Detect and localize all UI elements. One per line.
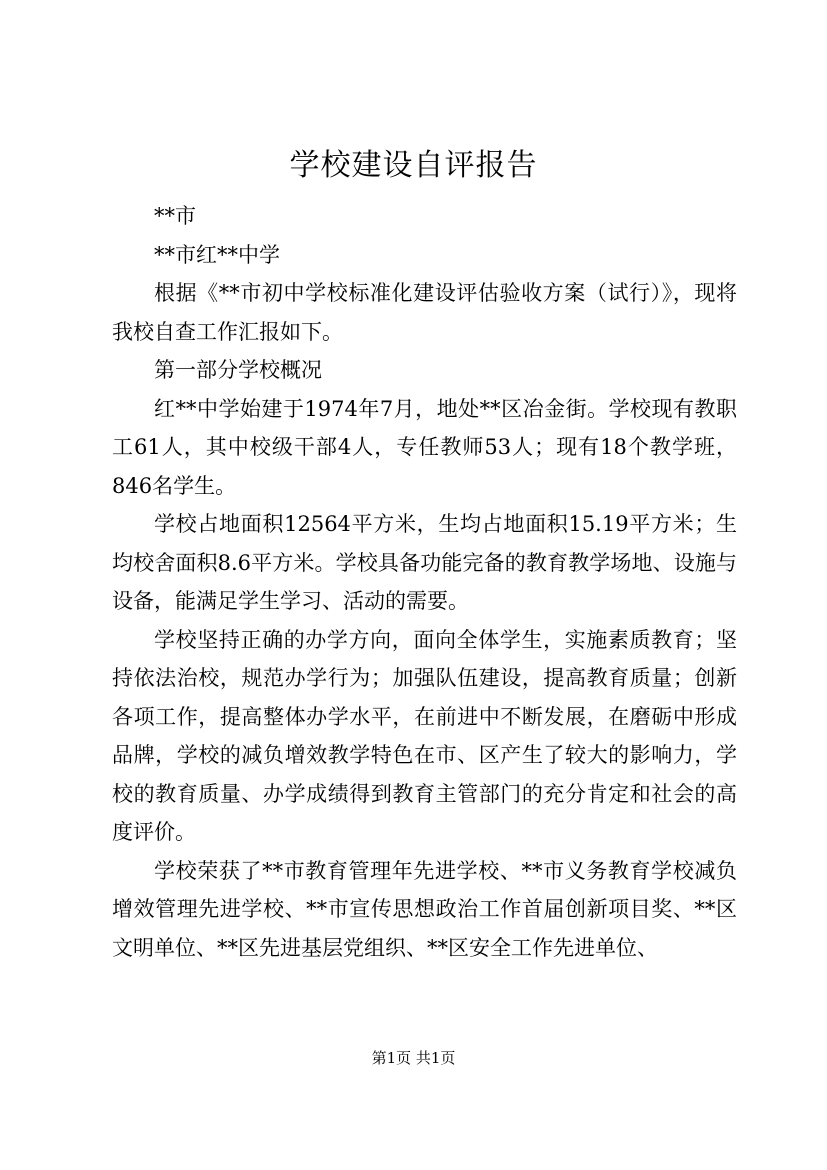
city-line: **市 (154, 204, 196, 228)
facilities-paragraph: 学校占地面积12564平方米，生均占地面积15.19平方米；生均校舍面积8.6平方米。学校具备功能完备的教育教学场地、设施与设备，能满足学生学习、活动的需要。 (112, 512, 737, 613)
school-name-line: **市红**中学 (154, 242, 280, 267)
philosophy-paragraph: 学校坚持正确的办学方向，面向全体学生，实施素质教育；坚持依法治校，规范办学行为；加强队伍建设，提高教育质量；创新各项工作，提高整体办学水平，在前进中不断发展，在磨砺中形成品牌，学校的减负增效教学特色在市、区产生了较大的影响力，学校的教育质量、办学成绩得到教育主管部门的充分肯定和社会的高度评价。 (112, 627, 737, 844)
document-title: 学校建设自评报告 (289, 148, 538, 183)
awards-paragraph: 学校荣获了**市教育管理年先进学校、**市义务教育学校减负增效管理先进学校、**市宣传思想政治工作首届创新项目奖、**区文明单位、**区先进基层党组织、**区安全工作先进单位、 (112, 858, 737, 960)
section-heading: 第一部分学校概况 (154, 358, 322, 382)
page-footer: 第1页 共1页 (371, 1049, 456, 1067)
history-paragraph: 红**中学始建于1974年7月，地处**区冶金街。学校现有教职工61人，其中校级干部4人，专任教师53人；现有18个教学班，846名学生。 (112, 396, 737, 498)
intro-paragraph: 根据《**市初中学校标准化建设评估验收方案（试行）》，现将我校自查工作汇报如下。 (112, 281, 737, 344)
document-body (112, 197, 737, 967)
